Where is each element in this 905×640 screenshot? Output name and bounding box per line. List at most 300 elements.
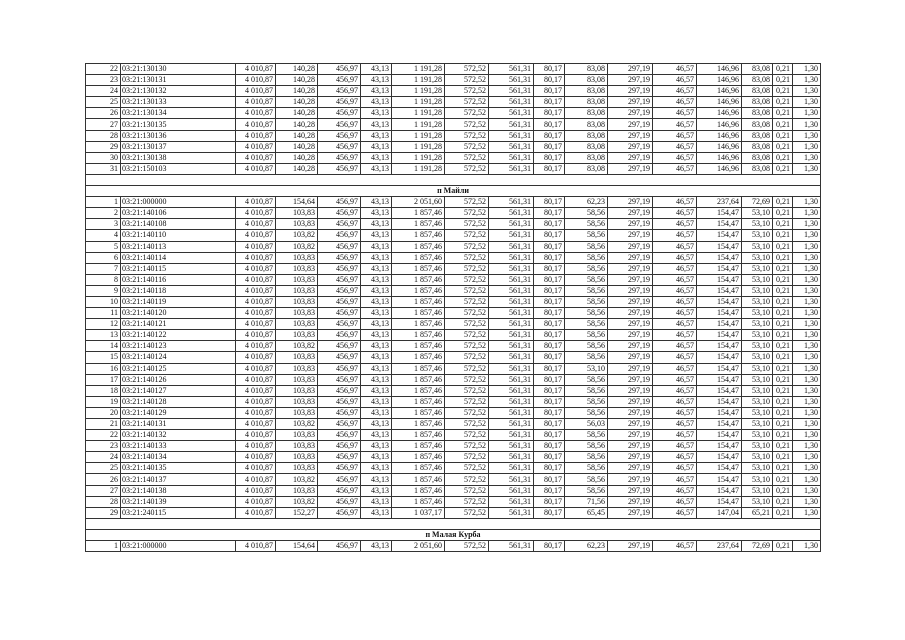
cadastral-code-cell: 03:21:240115 [121, 507, 236, 518]
value-cell: 1,30 [793, 485, 821, 496]
value-cell: 46,57 [653, 485, 697, 496]
value-cell: 46,57 [653, 374, 697, 385]
value-cell: 572,52 [445, 541, 489, 552]
value-cell: 561,31 [489, 163, 534, 174]
value-cell: 83,08 [565, 75, 608, 86]
table-row [86, 419, 821, 430]
value-cell: 0,21 [773, 285, 793, 296]
value-cell: 561,31 [489, 463, 534, 474]
row-number-cell: 26 [86, 474, 121, 485]
value-cell: 46,57 [653, 241, 697, 252]
value-cell: 103,83 [276, 463, 318, 474]
value-cell: 456,97 [318, 541, 361, 552]
value-cell: 43,13 [361, 241, 392, 252]
value-cell: 456,97 [318, 452, 361, 463]
value-cell: 1 191,28 [392, 130, 445, 141]
value-cell: 43,13 [361, 274, 392, 285]
value-cell: 297,19 [608, 152, 653, 163]
value-cell: 1,30 [793, 507, 821, 518]
value-cell: 103,82 [276, 241, 318, 252]
value-cell: 297,19 [608, 474, 653, 485]
value-cell: 80,17 [534, 474, 565, 485]
row-number-cell: 12 [86, 319, 121, 330]
value-cell: 456,97 [318, 252, 361, 263]
value-cell: 456,97 [318, 163, 361, 174]
value-cell: 1 857,46 [392, 285, 445, 296]
value-cell: 58,56 [565, 219, 608, 230]
value-cell: 43,13 [361, 152, 392, 163]
value-cell: 80,17 [534, 141, 565, 152]
value-cell: 456,97 [318, 396, 361, 407]
value-cell: 1,30 [793, 396, 821, 407]
value-cell: 0,21 [773, 541, 793, 552]
value-cell: 46,57 [653, 319, 697, 330]
value-cell: 80,17 [534, 396, 565, 407]
cadastral-code-cell: 03:21:140110 [121, 230, 236, 241]
value-cell: 103,83 [276, 485, 318, 496]
value-cell: 297,19 [608, 352, 653, 363]
value-cell: 103,82 [276, 496, 318, 507]
cadastral-code-cell: 03:21:140132 [121, 430, 236, 441]
value-cell: 46,57 [653, 474, 697, 485]
value-cell: 456,97 [318, 441, 361, 452]
value-cell: 572,52 [445, 474, 489, 485]
value-cell: 572,52 [445, 219, 489, 230]
table-row [86, 208, 821, 219]
value-cell: 43,13 [361, 208, 392, 219]
cadastral-code-cell: 03:21:140118 [121, 285, 236, 296]
cadastral-code-cell: 03:21:140115 [121, 263, 236, 274]
table-row [86, 230, 821, 241]
value-cell: 4 010,87 [236, 430, 276, 441]
value-cell: 4 010,87 [236, 308, 276, 319]
value-cell: 80,17 [534, 230, 565, 241]
value-cell: 146,96 [697, 64, 742, 75]
value-cell: 456,97 [318, 219, 361, 230]
value-cell: 297,19 [608, 441, 653, 452]
value-cell: 1 857,46 [392, 441, 445, 452]
row-number-cell: 5 [86, 241, 121, 252]
value-cell: 53,10 [742, 463, 773, 474]
cadastral-code-cell: 03:21:150103 [121, 163, 236, 174]
value-cell: 572,52 [445, 141, 489, 152]
value-cell: 53,10 [742, 241, 773, 252]
value-cell: 80,17 [534, 152, 565, 163]
value-cell: 4 010,87 [236, 452, 276, 463]
value-cell: 456,97 [318, 108, 361, 119]
value-cell: 53,10 [742, 352, 773, 363]
value-cell: 43,13 [361, 141, 392, 152]
value-cell: 146,96 [697, 108, 742, 119]
table-row [86, 485, 821, 496]
value-cell: 4 010,87 [236, 197, 276, 208]
value-cell: 4 010,87 [236, 108, 276, 119]
value-cell: 456,97 [318, 230, 361, 241]
value-cell: 456,97 [318, 241, 361, 252]
value-cell: 572,52 [445, 119, 489, 130]
cadastral-code-cell: 03:21:140125 [121, 363, 236, 374]
value-cell: 572,52 [445, 130, 489, 141]
value-cell: 46,57 [653, 141, 697, 152]
value-cell: 561,31 [489, 274, 534, 285]
value-cell: 4 010,87 [236, 341, 276, 352]
value-cell: 83,08 [742, 86, 773, 97]
value-cell: 43,13 [361, 97, 392, 108]
value-cell: 0,21 [773, 241, 793, 252]
row-number-cell: 2 [86, 208, 121, 219]
section-header-row [86, 529, 821, 540]
value-cell: 572,52 [445, 163, 489, 174]
value-cell: 154,47 [697, 496, 742, 507]
value-cell: 1 857,46 [392, 485, 445, 496]
value-cell: 80,17 [534, 219, 565, 230]
value-cell: 297,19 [608, 463, 653, 474]
value-cell: 146,96 [697, 141, 742, 152]
value-cell: 297,19 [608, 252, 653, 263]
value-cell: 1,30 [793, 219, 821, 230]
value-cell: 53,10 [742, 263, 773, 274]
value-cell: 46,57 [653, 330, 697, 341]
value-cell: 297,19 [608, 330, 653, 341]
value-cell: 147,04 [697, 507, 742, 518]
value-cell: 297,19 [608, 130, 653, 141]
value-cell: 80,17 [534, 385, 565, 396]
value-cell: 83,08 [565, 97, 608, 108]
table-row [86, 452, 821, 463]
value-cell: 572,52 [445, 363, 489, 374]
value-cell: 561,31 [489, 285, 534, 296]
value-cell: 4 010,87 [236, 130, 276, 141]
value-cell: 103,83 [276, 274, 318, 285]
value-cell: 154,47 [697, 485, 742, 496]
value-cell: 1 857,46 [392, 407, 445, 418]
value-cell: 103,83 [276, 352, 318, 363]
value-cell: 1,30 [793, 407, 821, 418]
value-cell: 80,17 [534, 374, 565, 385]
value-cell: 1 857,46 [392, 274, 445, 285]
value-cell: 0,21 [773, 86, 793, 97]
value-cell: 53,10 [742, 452, 773, 463]
value-cell: 80,17 [534, 285, 565, 296]
value-cell: 297,19 [608, 296, 653, 307]
table-row [86, 341, 821, 352]
value-cell: 0,21 [773, 430, 793, 441]
value-cell: 0,21 [773, 485, 793, 496]
cadastral-code-cell: 03:21:140121 [121, 319, 236, 330]
value-cell: 572,52 [445, 385, 489, 396]
value-cell: 456,97 [318, 319, 361, 330]
value-cell: 1 857,46 [392, 341, 445, 352]
value-cell: 43,13 [361, 219, 392, 230]
value-cell: 103,83 [276, 385, 318, 396]
cadastral-code-cell: 03:21:140134 [121, 452, 236, 463]
value-cell: 146,96 [697, 97, 742, 108]
value-cell: 0,21 [773, 197, 793, 208]
value-cell: 154,47 [697, 241, 742, 252]
value-cell: 53,10 [742, 341, 773, 352]
value-cell: 154,47 [697, 352, 742, 363]
value-cell: 43,13 [361, 108, 392, 119]
value-cell: 1,30 [793, 197, 821, 208]
value-cell: 1 857,46 [392, 419, 445, 430]
value-cell: 4 010,87 [236, 208, 276, 219]
value-cell: 4 010,87 [236, 407, 276, 418]
value-cell: 103,83 [276, 219, 318, 230]
value-cell: 456,97 [318, 385, 361, 396]
value-cell: 80,17 [534, 352, 565, 363]
value-cell: 561,31 [489, 430, 534, 441]
value-cell: 297,19 [608, 507, 653, 518]
cadastral-code-cell: 03:21:140133 [121, 441, 236, 452]
value-cell: 297,19 [608, 396, 653, 407]
value-cell: 103,83 [276, 441, 318, 452]
value-cell: 1,30 [793, 75, 821, 86]
value-cell: 80,17 [534, 363, 565, 374]
value-cell: 0,21 [773, 252, 793, 263]
value-cell: 561,31 [489, 75, 534, 86]
value-cell: 1 857,46 [392, 452, 445, 463]
value-cell: 0,21 [773, 496, 793, 507]
value-cell: 53,10 [742, 208, 773, 219]
value-cell: 561,31 [489, 86, 534, 97]
value-cell: 58,56 [565, 407, 608, 418]
value-cell: 1,30 [793, 163, 821, 174]
value-cell: 154,64 [276, 541, 318, 552]
cadastral-code-cell: 03:21:130133 [121, 97, 236, 108]
value-cell: 46,57 [653, 352, 697, 363]
value-cell: 1,30 [793, 319, 821, 330]
cadastral-code-cell: 03:21:140120 [121, 308, 236, 319]
row-number-cell: 4 [86, 230, 121, 241]
value-cell: 1,30 [793, 541, 821, 552]
value-cell: 46,57 [653, 119, 697, 130]
value-cell: 456,97 [318, 363, 361, 374]
value-cell: 43,13 [361, 407, 392, 418]
value-cell: 572,52 [445, 352, 489, 363]
value-cell: 0,21 [773, 374, 793, 385]
value-cell: 456,97 [318, 75, 361, 86]
value-cell: 572,52 [445, 285, 489, 296]
value-cell: 58,56 [565, 441, 608, 452]
value-cell: 4 010,87 [236, 263, 276, 274]
value-cell: 297,19 [608, 141, 653, 152]
row-number-cell: 29 [86, 507, 121, 518]
value-cell: 572,52 [445, 330, 489, 341]
value-cell: 46,57 [653, 252, 697, 263]
value-cell: 1 191,28 [392, 97, 445, 108]
value-cell: 58,56 [565, 485, 608, 496]
row-number-cell: 3 [86, 219, 121, 230]
cadastral-code-cell: 03:21:140113 [121, 241, 236, 252]
value-cell: 0,21 [773, 452, 793, 463]
value-cell: 53,10 [742, 496, 773, 507]
value-cell: 572,52 [445, 263, 489, 274]
value-cell: 1,30 [793, 64, 821, 75]
value-cell: 43,13 [361, 319, 392, 330]
value-cell: 297,19 [608, 208, 653, 219]
value-cell: 1 857,46 [392, 319, 445, 330]
value-cell: 561,31 [489, 219, 534, 230]
value-cell: 103,83 [276, 208, 318, 219]
row-number-cell: 17 [86, 374, 121, 385]
value-cell: 1 857,46 [392, 396, 445, 407]
value-cell: 103,83 [276, 363, 318, 374]
value-cell: 4 010,87 [236, 252, 276, 263]
value-cell: 140,28 [276, 75, 318, 86]
value-cell: 1 191,28 [392, 86, 445, 97]
value-cell: 65,21 [742, 507, 773, 518]
value-cell: 1 857,46 [392, 296, 445, 307]
value-cell: 43,13 [361, 441, 392, 452]
section-title: п Малая Курба [86, 529, 821, 540]
value-cell: 572,52 [445, 396, 489, 407]
value-cell: 561,31 [489, 64, 534, 75]
value-cell: 154,64 [276, 197, 318, 208]
value-cell: 0,21 [773, 208, 793, 219]
value-cell: 58,56 [565, 341, 608, 352]
value-cell: 1,30 [793, 230, 821, 241]
value-cell: 43,13 [361, 330, 392, 341]
value-cell: 297,19 [608, 119, 653, 130]
value-cell: 80,17 [534, 507, 565, 518]
value-cell: 1,30 [793, 330, 821, 341]
cadastral-code-cell: 03:21:140137 [121, 474, 236, 485]
value-cell: 297,19 [608, 97, 653, 108]
row-number-cell: 25 [86, 97, 121, 108]
cadastral-code-cell: 03:21:140139 [121, 496, 236, 507]
value-cell: 43,13 [361, 296, 392, 307]
value-cell: 43,13 [361, 474, 392, 485]
value-cell: 237,64 [697, 541, 742, 552]
value-cell: 154,47 [697, 474, 742, 485]
cadastral-code-cell: 03:21:140128 [121, 396, 236, 407]
value-cell: 46,57 [653, 541, 697, 552]
value-cell: 456,97 [318, 341, 361, 352]
value-cell: 46,57 [653, 108, 697, 119]
value-cell: 46,57 [653, 496, 697, 507]
value-cell: 83,08 [742, 163, 773, 174]
value-cell: 80,17 [534, 341, 565, 352]
value-cell: 1 037,17 [392, 507, 445, 518]
value-cell: 58,56 [565, 274, 608, 285]
value-cell: 1,30 [793, 130, 821, 141]
value-cell: 46,57 [653, 64, 697, 75]
value-cell: 0,21 [773, 330, 793, 341]
table-row [86, 86, 821, 97]
row-number-cell: 28 [86, 496, 121, 507]
value-cell: 80,17 [534, 496, 565, 507]
value-cell: 4 010,87 [236, 441, 276, 452]
cadastral-code-cell: 03:21:130134 [121, 108, 236, 119]
value-cell: 43,13 [361, 119, 392, 130]
value-cell: 53,10 [742, 330, 773, 341]
table-body [86, 64, 821, 552]
value-cell: 53,10 [742, 374, 773, 385]
table-row [86, 430, 821, 441]
value-cell: 80,17 [534, 319, 565, 330]
value-cell: 4 010,87 [236, 163, 276, 174]
value-cell: 103,83 [276, 296, 318, 307]
value-cell: 2 051,60 [392, 197, 445, 208]
value-cell: 572,52 [445, 230, 489, 241]
value-cell: 0,21 [773, 75, 793, 86]
value-cell: 572,52 [445, 441, 489, 452]
cadastral-code-cell: 03:21:140114 [121, 252, 236, 263]
value-cell: 0,21 [773, 230, 793, 241]
value-cell: 154,47 [697, 308, 742, 319]
value-cell: 103,83 [276, 452, 318, 463]
row-number-cell: 31 [86, 163, 121, 174]
table-row [86, 441, 821, 452]
value-cell: 561,31 [489, 507, 534, 518]
cadastral-code-cell: 03:21:140124 [121, 352, 236, 363]
value-cell: 561,31 [489, 263, 534, 274]
value-cell: 297,19 [608, 108, 653, 119]
value-cell: 456,97 [318, 274, 361, 285]
value-cell: 297,19 [608, 385, 653, 396]
value-cell: 561,31 [489, 352, 534, 363]
value-cell: 297,19 [608, 64, 653, 75]
value-cell: 83,08 [565, 163, 608, 174]
value-cell: 561,31 [489, 208, 534, 219]
value-cell: 1 857,46 [392, 463, 445, 474]
value-cell: 561,31 [489, 363, 534, 374]
value-cell: 46,57 [653, 396, 697, 407]
value-cell: 58,56 [565, 463, 608, 474]
value-cell: 456,97 [318, 86, 361, 97]
value-cell: 154,47 [697, 230, 742, 241]
value-cell: 140,28 [276, 119, 318, 130]
row-number-cell: 1 [86, 541, 121, 552]
section-title: п Майли [86, 186, 821, 197]
value-cell: 0,21 [773, 141, 793, 152]
value-cell: 1 857,46 [392, 208, 445, 219]
row-number-cell: 19 [86, 396, 121, 407]
value-cell: 561,31 [489, 441, 534, 452]
value-cell: 43,13 [361, 374, 392, 385]
value-cell: 46,57 [653, 285, 697, 296]
value-cell: 140,28 [276, 163, 318, 174]
value-cell: 80,17 [534, 86, 565, 97]
table-row [86, 108, 821, 119]
row-number-cell: 30 [86, 152, 121, 163]
value-cell: 4 010,87 [236, 485, 276, 496]
value-cell: 456,97 [318, 152, 361, 163]
value-cell: 561,31 [489, 396, 534, 407]
value-cell: 572,52 [445, 208, 489, 219]
value-cell: 146,96 [697, 152, 742, 163]
value-cell: 83,08 [742, 75, 773, 86]
value-cell: 297,19 [608, 86, 653, 97]
value-cell: 572,52 [445, 252, 489, 263]
value-cell: 561,31 [489, 108, 534, 119]
value-cell: 561,31 [489, 452, 534, 463]
value-cell: 1,30 [793, 385, 821, 396]
value-cell: 80,17 [534, 407, 565, 418]
value-cell: 62,23 [565, 541, 608, 552]
value-cell: 43,13 [361, 86, 392, 97]
value-cell: 46,57 [653, 274, 697, 285]
value-cell: 46,57 [653, 296, 697, 307]
value-cell: 146,96 [697, 75, 742, 86]
row-number-cell: 28 [86, 130, 121, 141]
value-cell: 4 010,87 [236, 363, 276, 374]
cadastral-code-cell: 03:21:130136 [121, 130, 236, 141]
value-cell: 456,97 [318, 130, 361, 141]
value-cell: 80,17 [534, 197, 565, 208]
value-cell: 1,30 [793, 452, 821, 463]
value-cell: 297,19 [608, 263, 653, 274]
